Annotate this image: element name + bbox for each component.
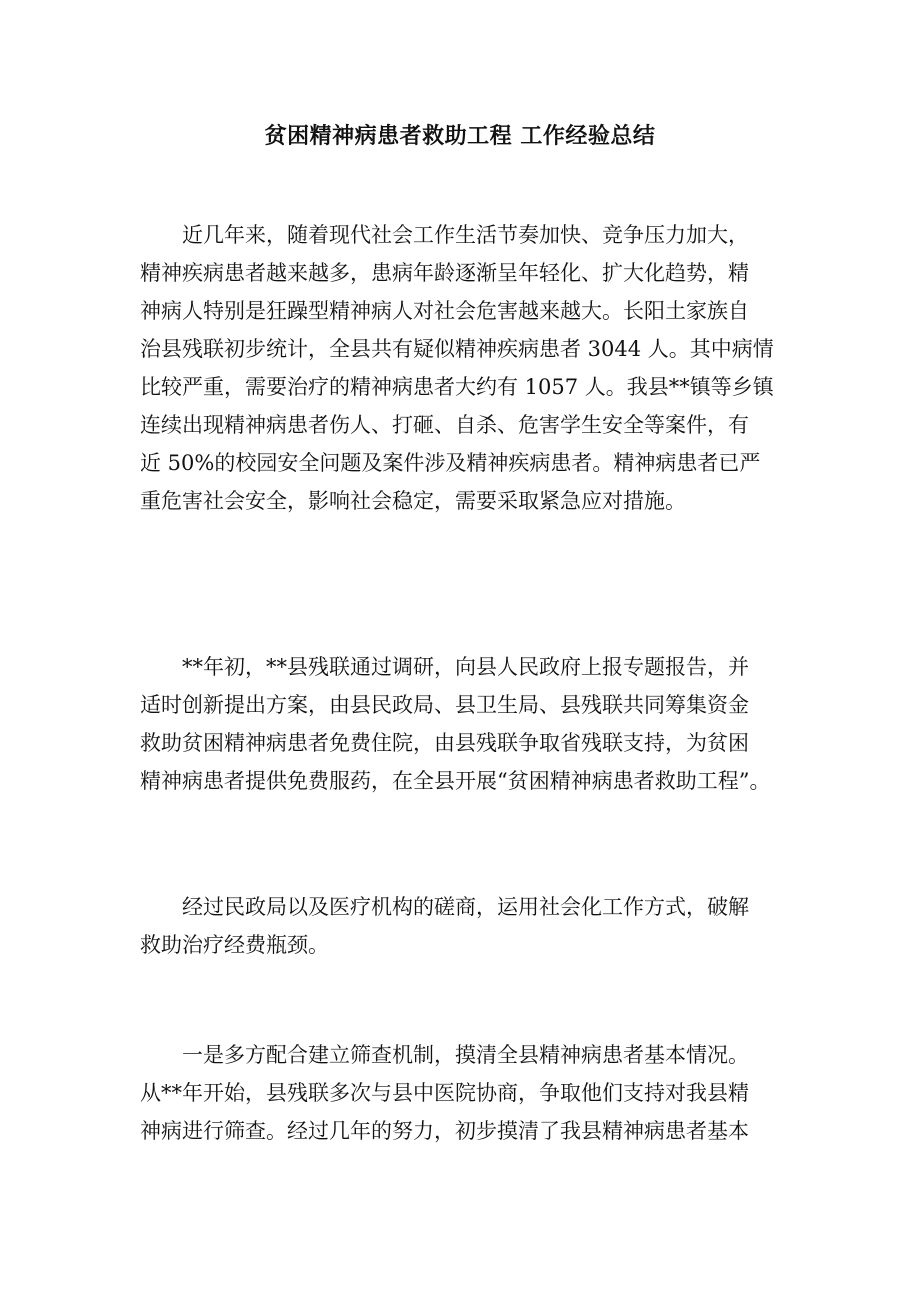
paragraph-line: 治县残联初步统计，全县共有疑似精神疾病患者 3044 人。其中病情 — [140, 337, 774, 361]
paragraph-2 — [140, 648, 790, 800]
paragraph-line: 精神疾病患者越来越多，患病年龄逐渐呈年轻化、扩大化趋势，精 — [140, 261, 749, 285]
paragraph-line: 近 50%的校园安全问题及案件涉及精神疾病患者。精神病患者已严 — [140, 451, 761, 475]
paragraph-line: **年初，**县残联通过调研，向县人民政府上报专题报告，并 — [182, 655, 749, 679]
paragraph-line: 救助治疗经费瓶颈。 — [140, 933, 329, 957]
paragraph-1 — [140, 216, 790, 520]
paragraph-line: 精神病患者提供免费服药，在全县开展“贫困精神病患者救助工程”。 — [140, 769, 771, 793]
paragraph-line: 适时创新提出方案，由县民政局、县卫生局、县残联共同筹集资金 — [140, 693, 749, 717]
document-title: 贫困精神病患者救助工程 工作经验总结 — [264, 123, 656, 149]
paragraph-line: 比较严重，需要治疗的精神病患者大约有 1057 人。我县**镇等乡镇 — [140, 375, 774, 399]
paragraph-line: 经过民政局以及医疗机构的磋商，运用社会化工作方式，破解 — [182, 895, 749, 919]
paragraph-3 — [140, 888, 790, 964]
paragraph-line: 连续出现精神病患者伤人、打砸、自杀、危害学生安全等案件，有 — [140, 413, 749, 437]
paragraph-line: 一是多方配合建立筛查机制，摸清全县精神病患者基本情况。 — [182, 1043, 749, 1067]
paragraph-line: 救助贫困精神病患者免费住院，由县残联争取省残联支持，为贫困 — [140, 731, 749, 755]
paragraph-line: 从**年开始，县残联多次与县中医院协商，争取他们支持对我县精 — [140, 1081, 749, 1105]
paragraph-line: 神病进行筛查。经过几年的努力，初步摸清了我县精神病患者基本 — [140, 1119, 749, 1143]
paragraph-4 — [140, 1036, 790, 1150]
paragraph-line: 神病人特别是狂躁型精神病人对社会危害越来越大。长阳土家族自 — [140, 299, 749, 323]
paragraph-line: 近几年来，随着现代社会工作生活节奏加快、竞争压力加大， — [182, 223, 749, 247]
paragraph-line: 重危害社会安全，影响社会稳定，需要采取紧急应对措施。 — [140, 489, 686, 513]
